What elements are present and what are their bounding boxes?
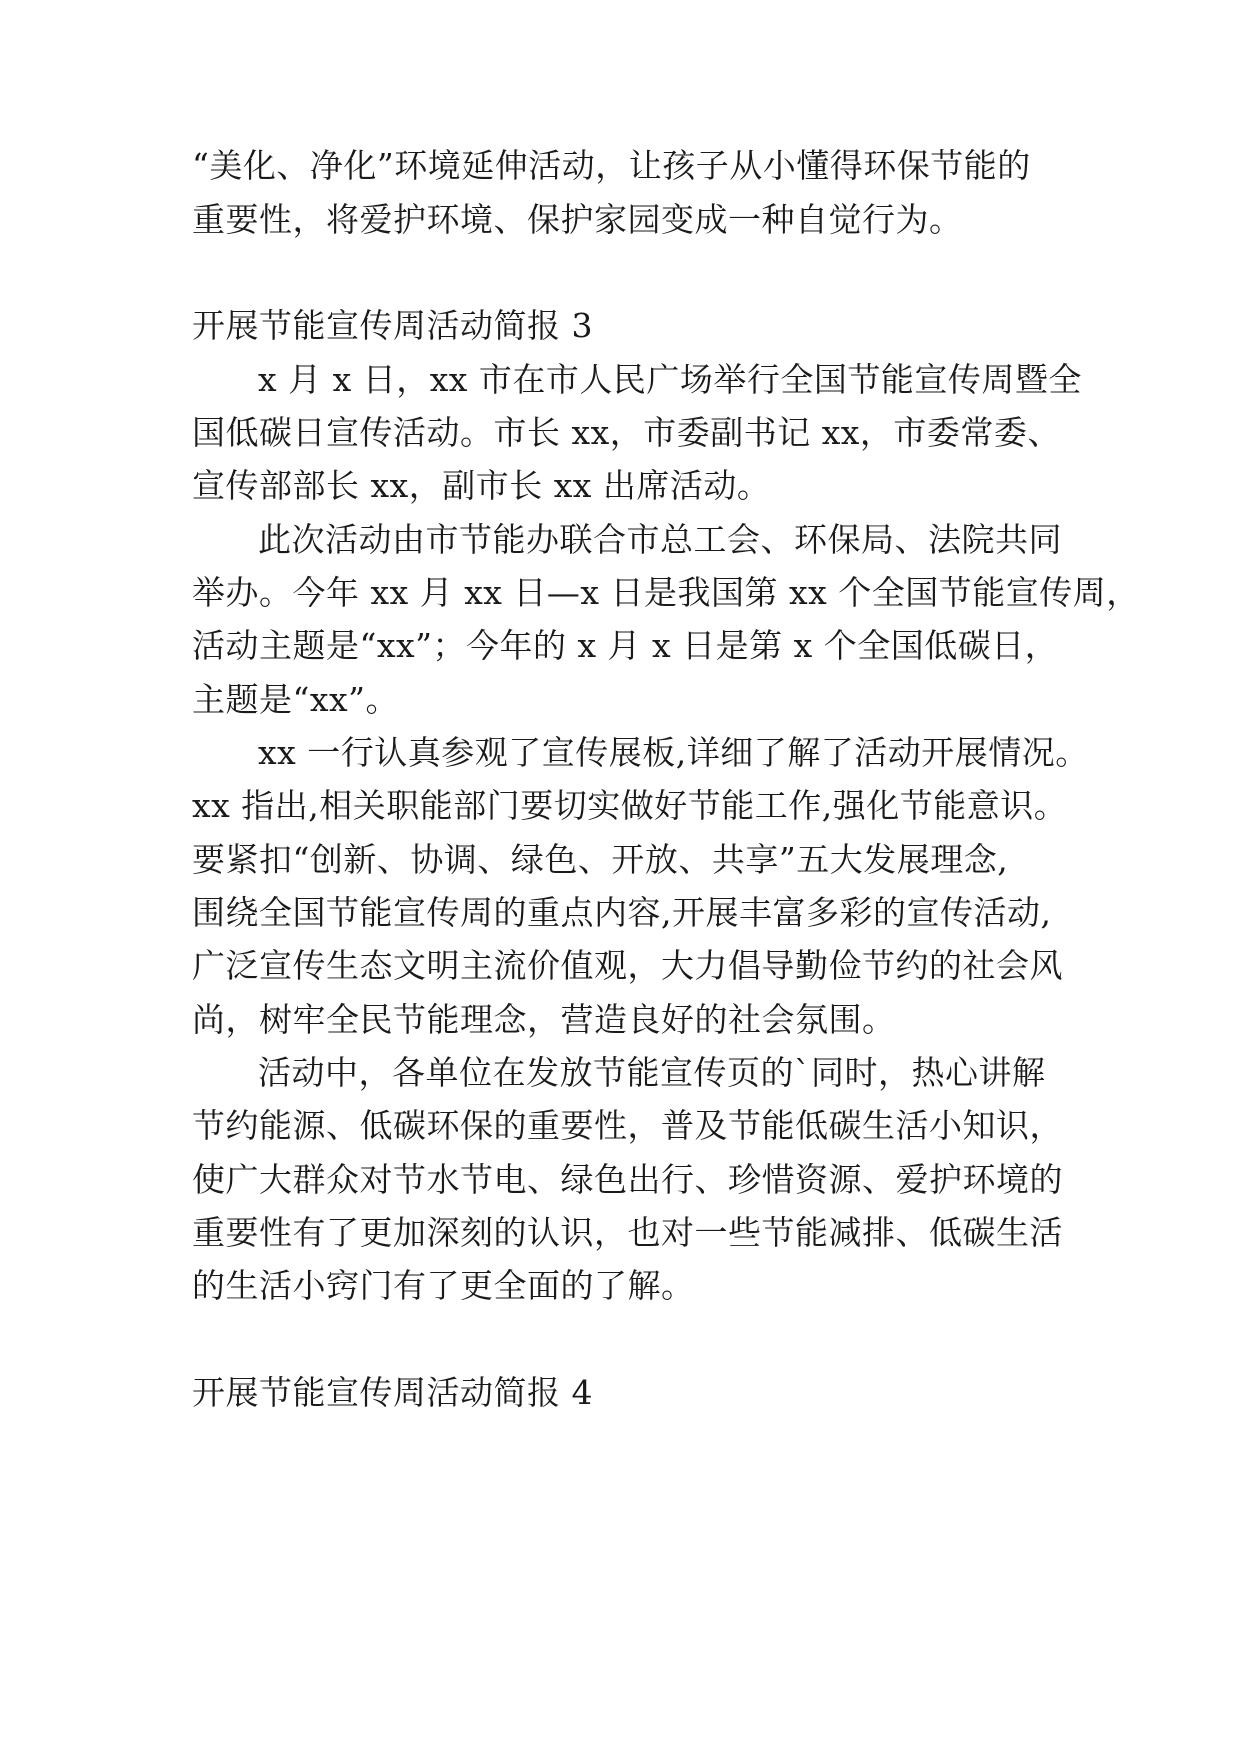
- section-3-p3-line-3: 要紧扣“创新、协调、绿色、开放、共享”五大发展理念,: [192, 840, 1009, 879]
- section-3-p3-line-1: xx 一行认真参观了宣传展板,详细了解了活动开展情况。: [258, 733, 1089, 772]
- section-3-p1-line-2: 国低碳日宣传活动。市长 xx，市委副书记 xx，市委常委、: [192, 413, 1061, 452]
- section-3-p4-line-4: 重要性有了更加深刻的认识，也对一些节能减排、低碳生活: [192, 1213, 1063, 1252]
- section-3-p4-line-1: 活动中，各单位在发放节能宣传页的`同时，热心讲解: [258, 1053, 1046, 1092]
- section-3-p2-line-2: 举办。今年 xx 月 xx 日—x 日是我国第 xx 个全国节能宣传周，: [192, 573, 1140, 612]
- intro-line-1: “美化、净化”环境延伸活动，让孩子从小懂得环保节能的: [192, 146, 1031, 185]
- section-3-p4-line-2: 节约能源、低碳环保的重要性，普及节能低碳生活小知识，: [192, 1106, 1063, 1145]
- section-3-p3-line-2: xx 指出,相关职能部门要切实做好节能工作,强化节能意识。: [192, 786, 1068, 825]
- section-3-p2-line-4: 主题是“xx”。: [192, 680, 399, 719]
- section-3-p4-line-3: 使广大群众对节水节电、绿色出行、珍惜资源、爱护环境的: [192, 1160, 1063, 1199]
- section-3-p1-line-1: x 月 x 日，xx 市在市人民广场举行全国节能宣传周暨全: [258, 360, 1082, 399]
- section-3-heading: 开展节能宣传周活动简报 3: [192, 306, 593, 345]
- section-4-heading: 开展节能宣传周活动简报 4: [192, 1373, 593, 1412]
- section-3-p3-line-5: 广泛宣传生态文明主流价值观，大力倡导勤俭节约的社会风: [192, 946, 1063, 985]
- section-3-p2-line-1: 此次活动由市节能办联合市总工会、环保局、法院共同: [258, 520, 1062, 559]
- section-3-p3-line-4: 围绕全国节能宣传周的重点内容,开展丰富多彩的宣传活动,: [192, 893, 1052, 932]
- section-3-p4-line-5: 的生活小窍门有了更全面的了解。: [192, 1266, 695, 1305]
- section-3-p1-line-3: 宣传部部长 xx，副市长 xx 出席活动。: [192, 466, 771, 505]
- section-3-p3-line-6: 尚，树牢全民节能理念，营造良好的社会氛围。: [192, 1000, 896, 1039]
- section-3-p2-line-3: 活动主题是“xx”；今年的 x 月 x 日是第 x 个全国低碳日，: [192, 626, 1059, 665]
- intro-line-2: 重要性，将爱护环境、保护家园变成一种自觉行为。: [192, 200, 963, 239]
